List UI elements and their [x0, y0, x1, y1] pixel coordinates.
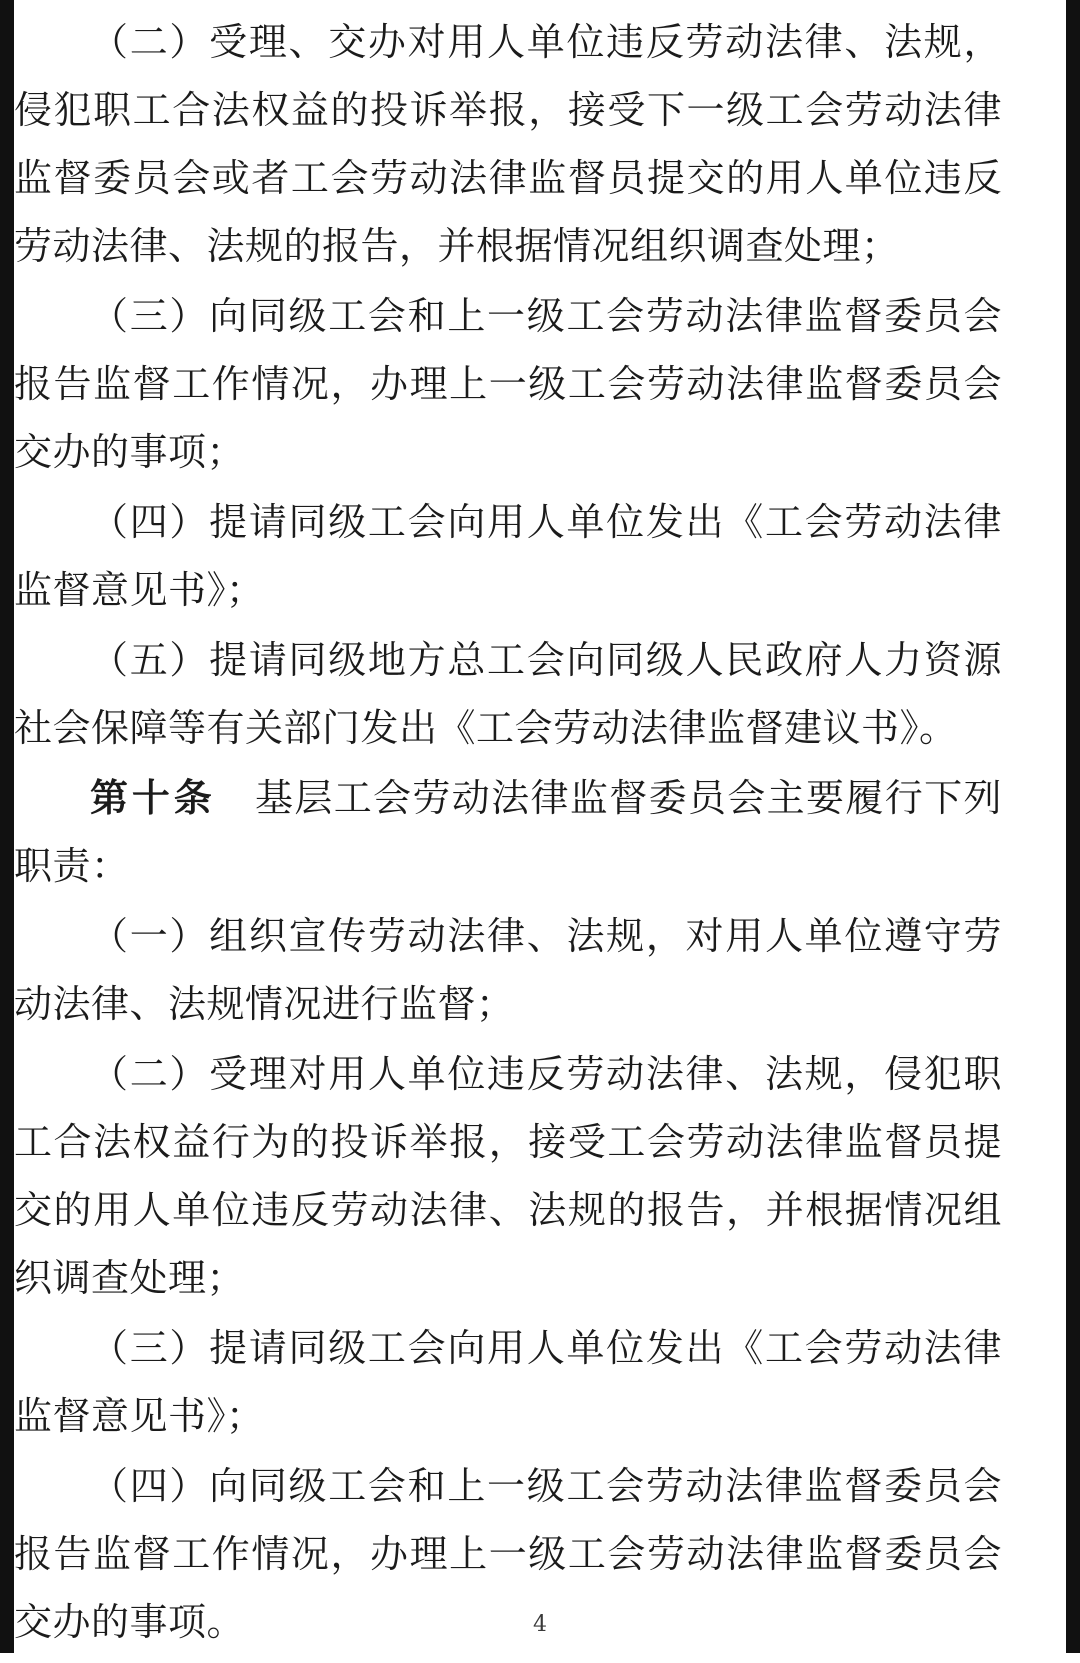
article-number-label: 第十条 — [90, 775, 216, 820]
document-body — [14, 8, 1014, 1644]
paragraph-item-4-lower: （四）向同级工会和上一级工会劳动法律监督委员会报告监督工作情况，办理上一级工会劳动法律监督委员会交办的事项。 — [14, 1464, 1002, 1644]
paragraph-item-3-upper: （三）向同级工会和上一级工会劳动法律监督委员会报告监督工作情况，办理上一级工会劳动法律监督委员会交办的事项； — [14, 294, 1002, 474]
article-10-text: 基层工会劳动法律监督委员会主要履行下列职责： — [14, 776, 1002, 888]
paragraph-article-10 — [14, 764, 1002, 900]
scan-edge-right — [1066, 0, 1080, 1663]
paragraph-item-1-lower: （一）组织宣传劳动法律、法规，对用人单位遵守劳动法律、法规情况进行监督； — [14, 914, 1002, 1026]
page-number: 4 — [533, 1612, 547, 1637]
paragraph-item-2-lower: （二）受理对用人单位违反劳动法律、法规，侵犯职工合法权益行为的投诉举报，接受工会劳动法律监督员提交的用人单位违反劳动法律、法规的报告，并根据情况组织调查处理； — [14, 1052, 1002, 1300]
paragraph-item-3-lower: （三）提请同级工会向用人单位发出《工会劳动法律监督意见书》； — [14, 1326, 1002, 1438]
paragraph-item-4-upper: （四）提请同级工会向用人单位发出《工会劳动法律监督意见书》； — [14, 500, 1002, 612]
scan-edge-left — [0, 0, 14, 1663]
paragraph-item-5-upper: （五）提请同级地方总工会向同级人民政府人力资源社会保障等有关部门发出《工会劳动法律监督建议书》。 — [14, 638, 1002, 750]
paragraph-item-2-upper: （二）受理、交办对用人单位违反劳动法律、法规，侵犯职工合法权益的投诉举报，接受下一级工会劳动法律监督委员会或者工会劳动法律监督员提交的用人单位违反劳动法律、法规的报告，并根据情况组织调查处理； — [14, 20, 1002, 268]
